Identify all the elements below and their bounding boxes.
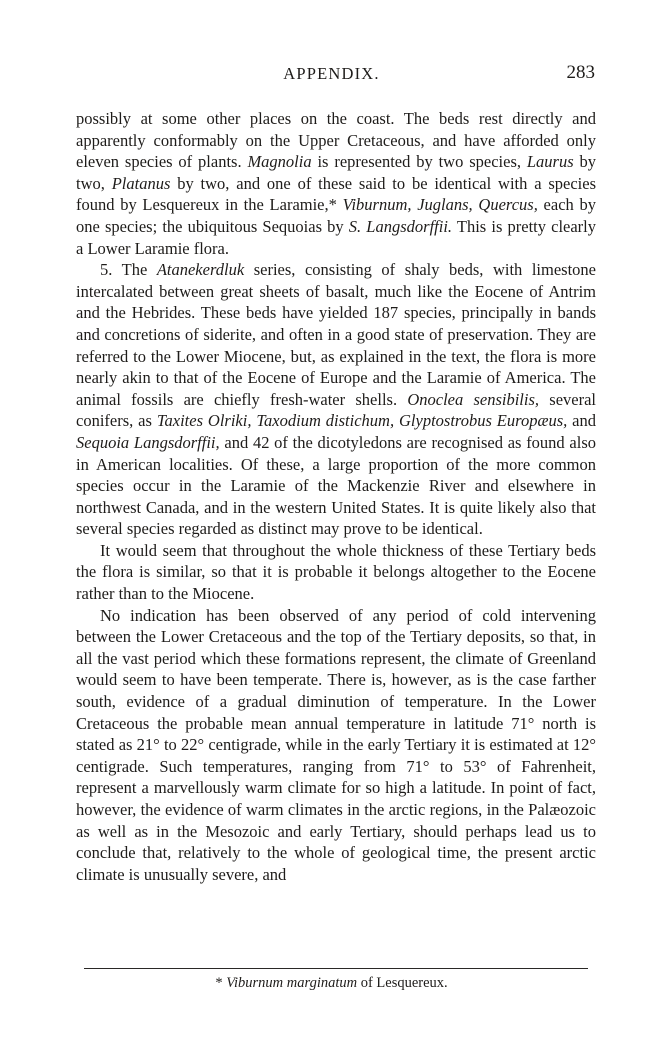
taxon-name: Onoclea sensibilis, xyxy=(407,389,540,409)
text-run: by two, xyxy=(76,152,597,193)
taxon-name: Platanus xyxy=(111,173,171,193)
taxon-name: Magnolia xyxy=(247,152,312,172)
text-run: several conifers, as xyxy=(76,389,596,431)
text-run: series, consisting of shaly beds, with limestone intercalated between great sheets of basalt, much like the Eocene of Antrim and the Hebrides. These beds have yielded 187 species, principally in bands and concretions of siderite, and often in a good state of preservation. They are referred to the Lower Miocene, but, as explained in the text, the flora is more nearly akin to that of the Eocene of Europe and the Laramie of America. The animal fossils are chiefly fresh-water shells. xyxy=(76,260,596,409)
text-run: of Lesquereux. xyxy=(357,975,448,991)
footnote xyxy=(0,975,663,992)
footnote-marker: * xyxy=(215,975,227,991)
text-run: This is pretty clearly a Lower Laramie flora. xyxy=(76,216,597,258)
text-run: possibly at some other places on the coast. The beds rest directly and apparently conformably on the Upper Cretaceous, and have afforded only eleven species of plants. xyxy=(76,109,596,172)
text-run: and xyxy=(567,411,597,431)
running-title: APPENDIX. xyxy=(283,64,380,83)
text-run: each by one species; the ubiquitous Sequoias by xyxy=(76,195,596,236)
paragraph-atanekerdluk xyxy=(76,259,596,540)
paragraph-tertiary-flora: It would seem that throughout the whole thickness of these Tertiary beds the flora is similar, so that it is probable it belongs altogether to the Eocene rather than to the Miocene. xyxy=(76,540,596,604)
taxon-name: Taxites Olriki, Taxodium distichum, Glyptostrobus Europæus, xyxy=(156,411,568,431)
body-text xyxy=(76,108,596,885)
taxon-name: Sequoia Langsdorffii, xyxy=(76,432,220,452)
running-header xyxy=(0,64,663,90)
text-run: is represented by two species, xyxy=(311,152,527,172)
paragraph-continued xyxy=(76,108,596,259)
series-name: Atanekerdluk xyxy=(156,260,245,280)
text-run: and 42 of the dicotyledons are recognised as found also in American localities. Of these, a large proportion of the more common species occur in the Laramie of the Mackenzie River and elsewhere in northwest Canada, and in the western United States. It is quite likely also that several species regarded as distinct may prove to be identical. xyxy=(76,432,597,539)
taxon-name: Viburnum marginatum xyxy=(226,975,358,991)
taxon-name: Viburnum, Juglans, Quercus, xyxy=(342,195,538,215)
text-run: by two, and one of these said to be identical with a species found by Lesquereux in the Laramie,* xyxy=(76,173,596,215)
taxon-name: S. Langsdorffii. xyxy=(348,216,453,236)
page-number: 283 xyxy=(566,62,595,83)
text-run: 5. The xyxy=(100,260,157,280)
paragraph-climate: No indication has been observed of any period of cold intervening between the Lower Cretaceous and the top of the Tertiary deposits, so that, in all the vast period which these formations represent, the climate of Greenland would seem to have been temperate. There is, however, as is the case farther south, evidence of a gradual diminution of temperature. In the Lower Cretaceous the probable mean annual temperature in latitude 71° north is stated as 21° to 22° centigrade, while in the early Tertiary it is estimated at 12° centigrade. Such temperatures, ranging from 71° to 53° of Fahrenheit, represent a marvellously warm climate for so high a latitude. In point of fact, however, the evidence of warm climates in the arctic regions, in the Palæozoic as well as in the Mesozoic and early Tertiary, should perhaps lead us to conclude that, relatively to the whole of geological time, the present arctic climate is unusually severe, and xyxy=(76,605,596,884)
taxon-name: Laurus xyxy=(526,152,574,172)
footnote-rule xyxy=(84,968,588,969)
